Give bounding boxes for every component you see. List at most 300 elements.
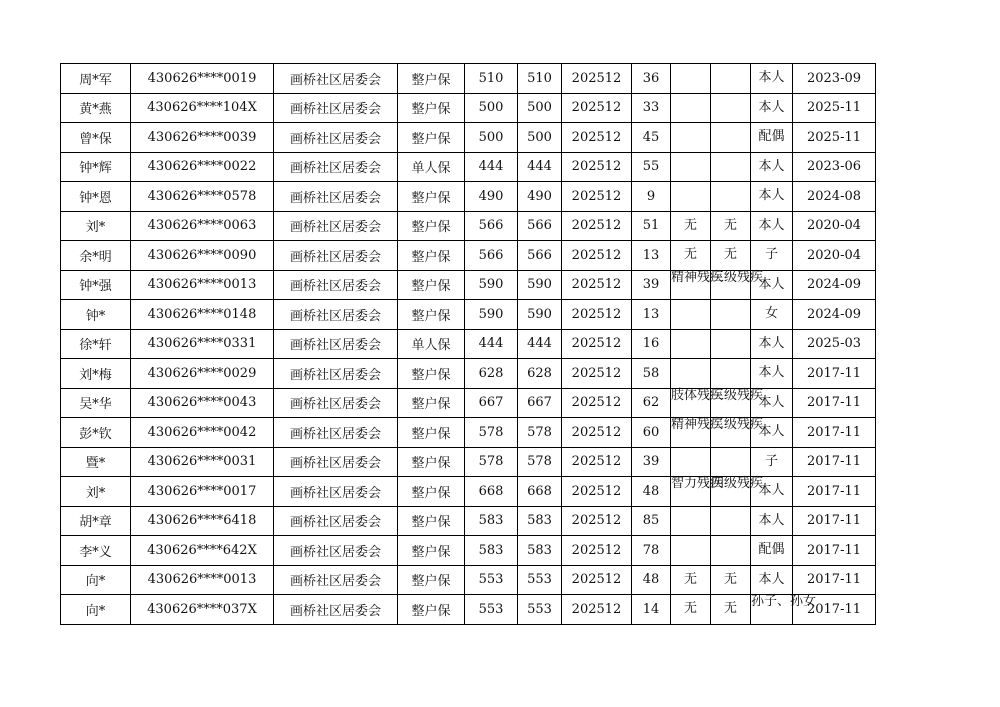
disability-level-cell	[711, 565, 751, 595]
disability-type-cell-text	[671, 359, 710, 387]
disability-level-cell-text	[711, 359, 750, 387]
relation-cell-text: 配偶	[758, 129, 785, 145]
disability-type-cell	[671, 447, 711, 477]
disability-level-cell	[711, 300, 751, 330]
assistance-type-cell: 整户保	[398, 182, 465, 212]
start-date-cell: 2017-11	[793, 477, 876, 507]
disability-type-cell	[671, 417, 724, 448]
disability-level-cell	[711, 476, 764, 507]
assistance-type-cell: 整户保	[398, 270, 465, 300]
amount-2-cell: 578	[518, 418, 562, 448]
community-cell: 画桥社区居委会	[274, 506, 398, 536]
assistance-type-cell: 整户保	[398, 418, 465, 448]
relation-cell-text: 本人	[758, 335, 785, 351]
relation-cell	[751, 536, 793, 566]
month-cell: 202512	[562, 418, 632, 448]
amount-2-cell: 500	[518, 93, 562, 123]
disability-type-cell-text	[671, 182, 710, 210]
name-cell: 余*明	[61, 241, 131, 271]
age-cell: 39	[632, 270, 671, 300]
disability-level-cell-text	[711, 64, 750, 92]
community-cell: 画桥社区居委会	[274, 270, 398, 300]
month-cell: 202512	[562, 123, 632, 153]
disability-type-cell-text	[671, 448, 710, 476]
amount-cell: 444	[465, 329, 518, 359]
community-cell: 画桥社区居委会	[274, 211, 398, 241]
community-cell: 画桥社区居委会	[274, 477, 398, 507]
relation-cell	[751, 359, 793, 389]
relation-cell	[751, 594, 817, 625]
month-cell: 202512	[562, 359, 632, 389]
amount-cell: 566	[465, 211, 518, 241]
id-number-cell: 430626****0331	[131, 329, 274, 359]
community-cell: 画桥社区居委会	[274, 93, 398, 123]
amount-2-cell: 628	[518, 359, 562, 389]
disability-type-cell-text	[671, 94, 710, 122]
relation-cell-text: 本人	[758, 483, 785, 499]
relation-cell	[751, 506, 793, 536]
relation-cell	[751, 93, 793, 123]
month-cell: 202512	[562, 152, 632, 182]
disability-level-cell	[711, 536, 751, 566]
community-cell: 画桥社区居委会	[274, 536, 398, 566]
relation-cell-text: 本人	[758, 424, 785, 440]
id-number-cell: 430626****0017	[131, 477, 274, 507]
disability-type-cell	[671, 64, 711, 94]
table-row	[61, 241, 876, 271]
assistance-type-cell: 整户保	[398, 359, 465, 389]
month-cell: 202512	[562, 241, 632, 271]
disability-type-cell-text	[671, 123, 710, 151]
amount-cell: 500	[465, 93, 518, 123]
relation-cell-text: 孙子、孙女	[751, 594, 817, 610]
assistance-type-cell: 单人保	[398, 152, 465, 182]
id-number-cell: 430626****0063	[131, 211, 274, 241]
id-number-cell: 430626****0022	[131, 152, 274, 182]
disability-type-cell-text: 智力残疾	[671, 476, 724, 492]
id-number-cell: 430626****037X	[131, 595, 274, 625]
age-cell: 60	[632, 418, 671, 448]
amount-cell: 500	[465, 123, 518, 153]
assistance-type-cell: 整户保	[398, 565, 465, 595]
table-row	[61, 182, 876, 212]
month-cell: 202512	[562, 388, 632, 418]
relation-cell	[751, 329, 793, 359]
age-cell: 13	[632, 300, 671, 330]
relation-cell-text: 子	[764, 453, 778, 469]
age-cell: 9	[632, 182, 671, 212]
id-number-cell: 430626****0578	[131, 182, 274, 212]
disability-level-cell	[711, 152, 751, 182]
amount-cell: 510	[465, 64, 518, 94]
disability-type-cell-text	[671, 153, 710, 181]
disability-level-cell	[711, 329, 751, 359]
disability-level-cell-text: 三级残疾	[711, 387, 764, 403]
start-date-cell: 2025-11	[793, 93, 876, 123]
table-row	[61, 329, 876, 359]
amount-cell: 590	[465, 270, 518, 300]
disability-type-cell	[671, 123, 711, 153]
age-cell: 55	[632, 152, 671, 182]
disability-type-cell-text	[671, 536, 710, 564]
name-cell: 黄*燕	[61, 93, 131, 123]
disability-level-cell-text	[711, 182, 750, 210]
amount-cell: 578	[465, 447, 518, 477]
age-cell: 16	[632, 329, 671, 359]
assistance-type-cell: 单人保	[398, 329, 465, 359]
disability-type-cell-text: 肢体残疾	[671, 387, 724, 403]
disability-type-cell	[671, 476, 724, 507]
disability-level-cell-text: 无	[723, 571, 737, 587]
table-row	[61, 270, 876, 300]
name-cell: 李*义	[61, 536, 131, 566]
name-cell: 吴*华	[61, 388, 131, 418]
community-cell: 画桥社区居委会	[274, 152, 398, 182]
name-cell: 曾*保	[61, 123, 131, 153]
disability-level-cell-text	[711, 153, 750, 181]
disability-type-cell-text: 精神残疾	[671, 269, 724, 285]
id-number-cell: 430626****0019	[131, 64, 274, 94]
month-cell: 202512	[562, 506, 632, 536]
table-row	[61, 595, 876, 625]
disability-level-cell-text	[711, 94, 750, 122]
amount-2-cell: 553	[518, 595, 562, 625]
disability-type-cell	[671, 241, 711, 271]
start-date-cell: 2017-11	[793, 506, 876, 536]
age-cell: 51	[632, 211, 671, 241]
relation-cell	[751, 211, 793, 241]
amount-2-cell: 444	[518, 152, 562, 182]
amount-2-cell: 553	[518, 565, 562, 595]
disability-type-cell	[671, 93, 711, 123]
disability-level-cell-text	[711, 507, 750, 535]
community-cell: 画桥社区居委会	[274, 123, 398, 153]
disability-level-cell	[711, 123, 751, 153]
relation-cell-text: 配偶	[758, 542, 785, 558]
id-number-cell: 430626****0090	[131, 241, 274, 271]
disability-type-cell	[671, 182, 711, 212]
amount-cell: 590	[465, 300, 518, 330]
relation-cell-text: 本人	[758, 512, 785, 528]
amount-2-cell: 583	[518, 536, 562, 566]
disability-level-cell-text	[711, 330, 750, 358]
month-cell: 202512	[562, 64, 632, 94]
month-cell: 202512	[562, 270, 632, 300]
amount-2-cell: 578	[518, 447, 562, 477]
disability-type-cell-text	[671, 64, 710, 92]
table-row	[61, 300, 876, 330]
table-row	[61, 388, 876, 418]
start-date-cell: 2025-11	[793, 123, 876, 153]
table-body	[61, 64, 876, 625]
relation-cell-text: 本人	[758, 70, 785, 86]
disability-level-cell	[711, 64, 751, 94]
start-date-cell: 2017-11	[793, 388, 876, 418]
table-row	[61, 152, 876, 182]
community-cell: 画桥社区居委会	[274, 418, 398, 448]
relation-cell	[751, 123, 793, 153]
relation-cell-text: 子	[764, 247, 778, 263]
start-date-cell: 2017-11	[793, 565, 876, 595]
age-cell: 48	[632, 565, 671, 595]
disability-type-cell	[671, 329, 711, 359]
disability-level-cell	[711, 506, 751, 536]
table-row	[61, 123, 876, 153]
assistance-type-cell: 整户保	[398, 388, 465, 418]
disability-type-cell	[671, 595, 711, 625]
age-cell: 13	[632, 241, 671, 271]
table-row	[61, 211, 876, 241]
name-cell: 钟*辉	[61, 152, 131, 182]
age-cell: 14	[632, 595, 671, 625]
table-row	[61, 477, 876, 507]
table-row	[61, 447, 876, 477]
month-cell: 202512	[562, 536, 632, 566]
disability-level-cell	[711, 182, 751, 212]
disability-type-cell	[671, 211, 711, 241]
disability-level-cell	[711, 595, 751, 625]
name-cell: 彭*钦	[61, 418, 131, 448]
name-cell: 刘*	[61, 477, 131, 507]
amount-2-cell: 566	[518, 241, 562, 271]
relation-cell	[751, 300, 793, 330]
table-row	[61, 359, 876, 389]
month-cell: 202512	[562, 565, 632, 595]
community-cell: 画桥社区居委会	[274, 388, 398, 418]
assistance-type-cell: 整户保	[398, 506, 465, 536]
relation-cell	[751, 152, 793, 182]
relation-cell	[751, 182, 793, 212]
table-row	[61, 93, 876, 123]
roster-table	[60, 63, 876, 625]
disability-level-cell	[711, 447, 751, 477]
amount-cell: 566	[465, 241, 518, 271]
assistance-type-cell: 整户保	[398, 241, 465, 271]
relation-cell-text: 女	[764, 306, 778, 322]
month-cell: 202512	[562, 447, 632, 477]
assistance-type-cell: 整户保	[398, 64, 465, 94]
id-number-cell: 430626****6418	[131, 506, 274, 536]
disability-type-cell	[671, 300, 711, 330]
start-date-cell: 2024-08	[793, 182, 876, 212]
disability-level-cell-text	[711, 448, 750, 476]
amount-2-cell: 566	[518, 211, 562, 241]
id-number-cell: 430626****0029	[131, 359, 274, 389]
relation-cell	[751, 565, 793, 595]
disability-level-cell-text: 无	[723, 217, 737, 233]
age-cell: 78	[632, 536, 671, 566]
amount-cell: 553	[465, 595, 518, 625]
amount-cell: 667	[465, 388, 518, 418]
disability-type-cell-text	[671, 300, 710, 328]
disability-level-cell	[711, 93, 751, 123]
amount-2-cell: 490	[518, 182, 562, 212]
disability-type-cell-text: 精神残疾	[671, 417, 724, 433]
amount-2-cell: 667	[518, 388, 562, 418]
community-cell: 画桥社区居委会	[274, 182, 398, 212]
id-number-cell: 430626****0013	[131, 565, 274, 595]
disability-type-cell	[671, 152, 711, 182]
assistance-type-cell: 整户保	[398, 477, 465, 507]
name-cell: 向*	[61, 595, 131, 625]
relation-cell	[751, 241, 793, 271]
disability-level-cell-text	[711, 536, 750, 564]
disability-type-cell-text: 无	[683, 571, 697, 587]
community-cell: 画桥社区居委会	[274, 64, 398, 94]
disability-level-cell-text: 三级残疾	[711, 269, 764, 285]
disability-level-cell-text: 二级残疾	[711, 417, 764, 433]
relation-cell-text: 本人	[758, 394, 785, 410]
start-date-cell: 2025-03	[793, 329, 876, 359]
id-number-cell: 430626****0039	[131, 123, 274, 153]
amount-cell: 578	[465, 418, 518, 448]
age-cell: 45	[632, 123, 671, 153]
amount-2-cell: 510	[518, 64, 562, 94]
id-number-cell: 430626****642X	[131, 536, 274, 566]
start-date-cell: 2017-11	[793, 447, 876, 477]
disability-level-cell	[711, 269, 764, 300]
relation-cell-text: 本人	[758, 276, 785, 292]
amount-cell: 668	[465, 477, 518, 507]
start-date-cell: 2017-11	[793, 359, 876, 389]
community-cell: 画桥社区居委会	[274, 241, 398, 271]
age-cell: 33	[632, 93, 671, 123]
assistance-type-cell: 整户保	[398, 211, 465, 241]
assistance-type-cell: 整户保	[398, 300, 465, 330]
id-number-cell: 430626****0043	[131, 388, 274, 418]
assistance-type-cell: 整户保	[398, 536, 465, 566]
table-row	[61, 506, 876, 536]
start-date-cell: 2024-09	[793, 300, 876, 330]
relation-cell-text: 本人	[758, 158, 785, 174]
relation-cell	[751, 64, 793, 94]
name-cell: 刘*梅	[61, 359, 131, 389]
age-cell: 36	[632, 64, 671, 94]
disability-type-cell	[671, 565, 711, 595]
month-cell: 202512	[562, 477, 632, 507]
table-row	[61, 536, 876, 566]
disability-level-cell	[711, 417, 764, 448]
table-row	[61, 64, 876, 94]
disability-type-cell	[671, 536, 711, 566]
community-cell: 画桥社区居委会	[274, 329, 398, 359]
month-cell: 202512	[562, 211, 632, 241]
name-cell: 向*	[61, 565, 131, 595]
month-cell: 202512	[562, 595, 632, 625]
disability-level-cell	[711, 359, 751, 389]
assistance-type-cell: 整户保	[398, 123, 465, 153]
disability-type-cell	[671, 269, 724, 300]
assistance-type-cell: 整户保	[398, 93, 465, 123]
amount-2-cell: 590	[518, 270, 562, 300]
age-cell: 39	[632, 447, 671, 477]
disability-type-cell-text: 无	[683, 601, 697, 617]
name-cell: 钟*恩	[61, 182, 131, 212]
disability-type-cell	[671, 387, 724, 418]
amount-2-cell: 444	[518, 329, 562, 359]
disability-type-cell	[671, 506, 711, 536]
amount-2-cell: 668	[518, 477, 562, 507]
community-cell: 画桥社区居委会	[274, 359, 398, 389]
community-cell: 画桥社区居委会	[274, 565, 398, 595]
start-date-cell: 2023-06	[793, 152, 876, 182]
disability-type-cell-text: 无	[683, 217, 697, 233]
table-row	[61, 565, 876, 595]
name-cell: 钟*	[61, 300, 131, 330]
start-date-cell: 2017-11	[793, 595, 876, 625]
start-date-cell: 2020-04	[793, 211, 876, 241]
disability-level-cell-text: 无	[723, 247, 737, 263]
amount-cell: 583	[465, 506, 518, 536]
start-date-cell: 2023-09	[793, 64, 876, 94]
disability-level-cell	[711, 241, 751, 271]
amount-cell: 553	[465, 565, 518, 595]
relation-cell-text: 本人	[758, 99, 785, 115]
assistance-type-cell: 整户保	[398, 447, 465, 477]
relation-cell-text: 本人	[758, 571, 785, 587]
relation-cell	[751, 447, 793, 477]
name-cell: 钟*强	[61, 270, 131, 300]
disability-level-cell-text: 四级残疾	[711, 476, 764, 492]
amount-2-cell: 590	[518, 300, 562, 330]
community-cell: 画桥社区居委会	[274, 447, 398, 477]
id-number-cell: 430626****0148	[131, 300, 274, 330]
month-cell: 202512	[562, 182, 632, 212]
community-cell: 画桥社区居委会	[274, 595, 398, 625]
assistance-type-cell: 整户保	[398, 595, 465, 625]
disability-level-cell	[711, 211, 751, 241]
community-cell: 画桥社区居委会	[274, 300, 398, 330]
relation-cell-text: 本人	[758, 365, 785, 381]
amount-cell: 444	[465, 152, 518, 182]
amount-cell: 490	[465, 182, 518, 212]
name-cell: 暨*	[61, 447, 131, 477]
disability-type-cell-text: 无	[683, 247, 697, 263]
id-number-cell: 430626****0042	[131, 418, 274, 448]
id-number-cell: 430626****0031	[131, 447, 274, 477]
amount-cell: 628	[465, 359, 518, 389]
start-date-cell: 2017-11	[793, 536, 876, 566]
disability-level-cell-text	[711, 123, 750, 151]
amount-cell: 583	[465, 536, 518, 566]
table-row	[61, 418, 876, 448]
amount-2-cell: 583	[518, 506, 562, 536]
name-cell: 刘*	[61, 211, 131, 241]
name-cell: 胡*章	[61, 506, 131, 536]
age-cell: 48	[632, 477, 671, 507]
disability-level-cell-text: 无	[723, 601, 737, 617]
disability-level-cell-text	[711, 300, 750, 328]
month-cell: 202512	[562, 93, 632, 123]
age-cell: 62	[632, 388, 671, 418]
name-cell: 周*军	[61, 64, 131, 94]
start-date-cell: 2024-09	[793, 270, 876, 300]
age-cell: 85	[632, 506, 671, 536]
disability-type-cell	[671, 359, 711, 389]
relation-cell-text: 本人	[758, 188, 785, 204]
month-cell: 202512	[562, 329, 632, 359]
disability-type-cell-text	[671, 330, 710, 358]
month-cell: 202512	[562, 300, 632, 330]
disability-level-cell	[711, 387, 764, 418]
amount-2-cell: 500	[518, 123, 562, 153]
relation-cell-text: 本人	[758, 217, 785, 233]
disability-type-cell-text	[671, 507, 710, 535]
id-number-cell: 430626****0013	[131, 270, 274, 300]
age-cell: 58	[632, 359, 671, 389]
id-number-cell: 430626****104X	[131, 93, 274, 123]
name-cell: 徐*轩	[61, 329, 131, 359]
